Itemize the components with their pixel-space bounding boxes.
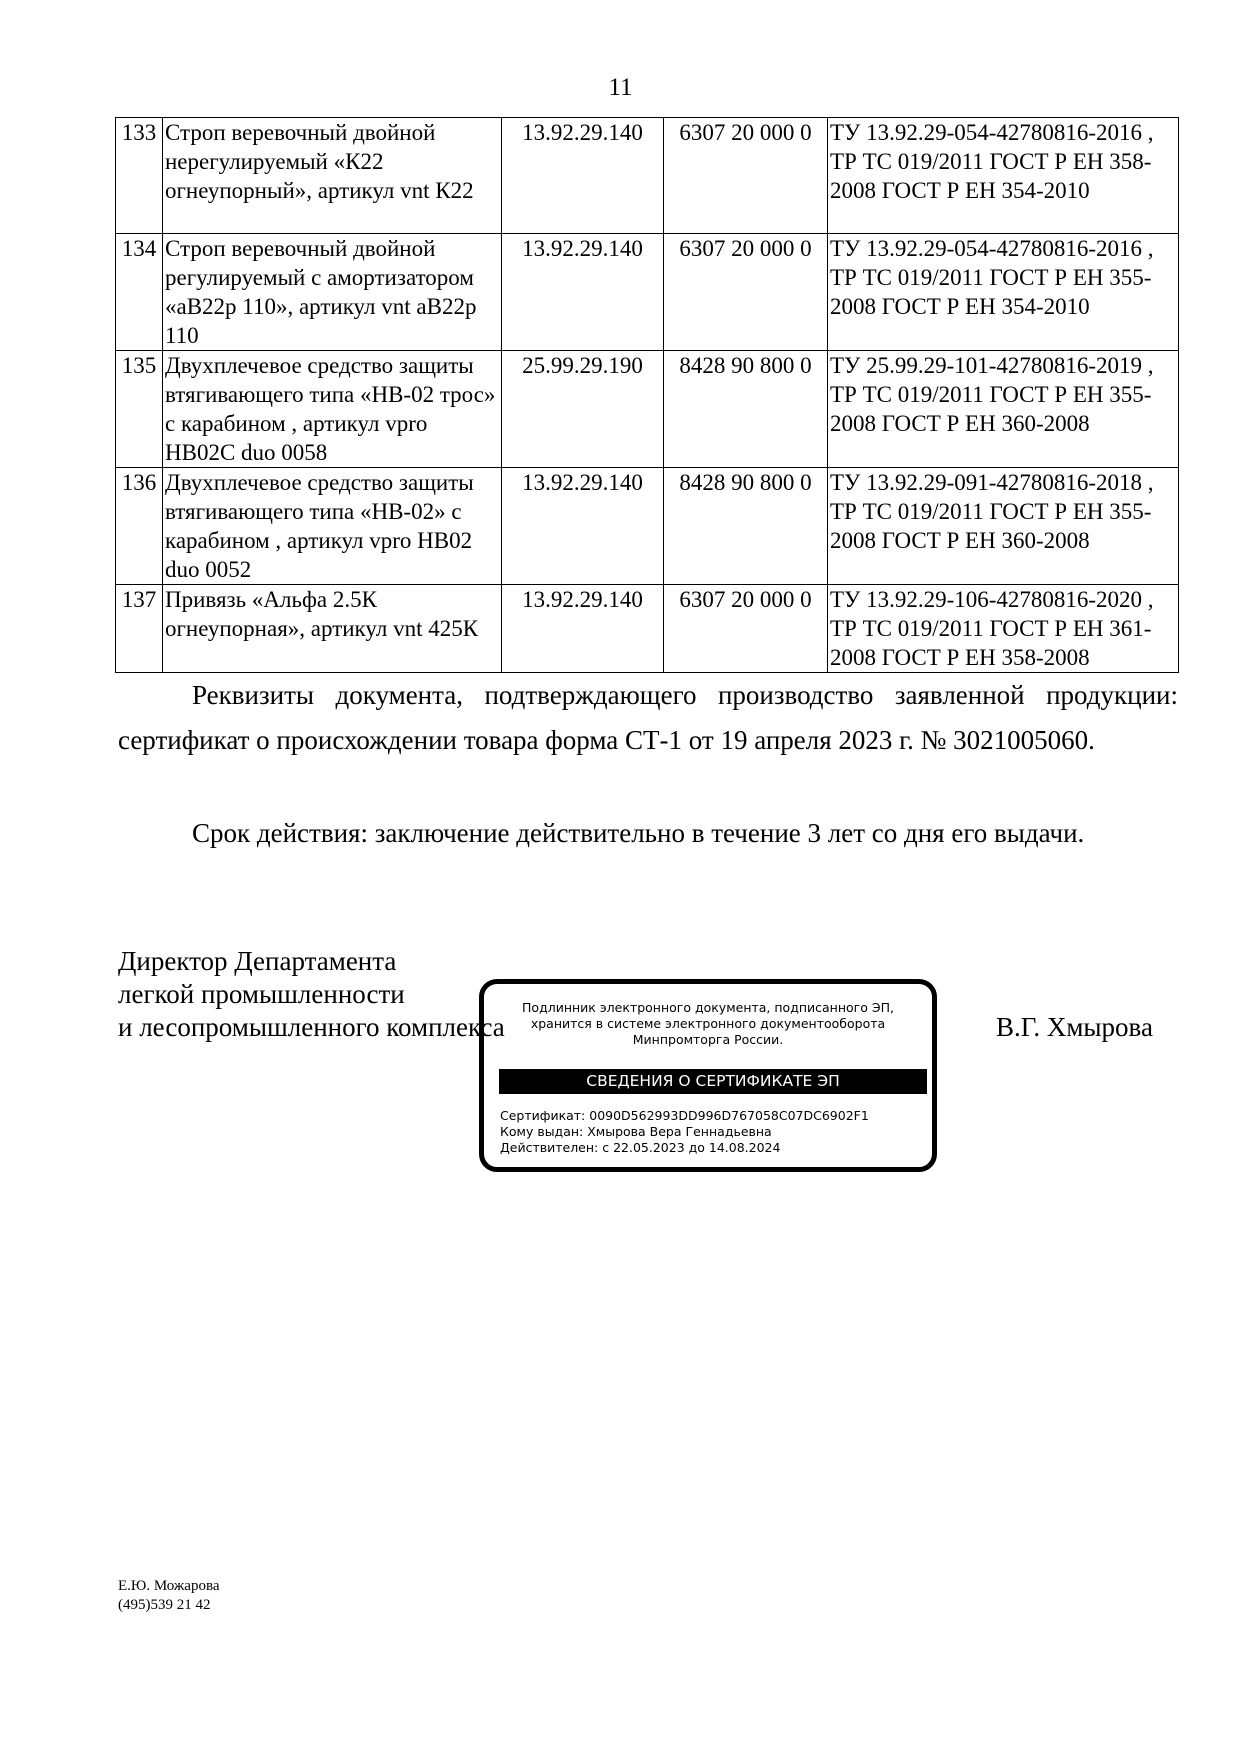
tnved-code: 6307 20 000 0: [664, 118, 828, 234]
table-row: [116, 585, 1179, 673]
tnved-code: 8428 90 800 0: [664, 468, 828, 585]
product-name: Строп веревочный двойной нерегулируемый «К22 огнеупорный», артикул vnt К22: [163, 118, 502, 234]
tnved-code: 8428 90 800 0: [664, 351, 828, 468]
standards: ТУ 13.92.29-106-42780816-2020 , ТР ТС 019/2011 ГОСТ Р ЕН 361-2008 ГОСТ Р ЕН 358-2008: [828, 585, 1179, 673]
stamp-certificate: Сертификат: 0090D562993DD996D767058C07DC6902F1: [500, 1108, 869, 1123]
row-number: 136: [116, 468, 163, 585]
products-table: [115, 117, 1179, 673]
row-number: 135: [116, 351, 163, 468]
stamp-note: [484, 1000, 932, 1048]
table-row: [116, 234, 1179, 351]
standards: ТУ 13.92.29-054-42780816-2016 , ТР ТС 019/2011 ГОСТ Р ЕН 358-2008 ГОСТ Р ЕН 354-2010: [828, 118, 1179, 234]
stamp-note-line: Подлинник электронного документа, подписанного ЭП,: [522, 1000, 894, 1015]
stamp-note-line: Минпромторга России.: [632, 1032, 784, 1047]
row-number: 137: [116, 585, 163, 673]
standards: ТУ 13.92.29-091-42780816-2018 , ТР ТС 019/2011 ГОСТ Р ЕН 355-2008 ГОСТ Р ЕН 360-2008: [828, 468, 1179, 585]
stamp-header: СВЕДЕНИЯ О СЕРТИФИКАТЕ ЭП: [499, 1069, 927, 1094]
tnved-code: 6307 20 000 0: [664, 585, 828, 673]
row-number: 133: [116, 118, 163, 234]
product-name: Двухплечевое средство защиты втягивающего типа «НВ-02» с карабином , артикул vpro НВ02 duo 0052: [163, 468, 502, 585]
validity-paragraph: Срок действия: заключение действительно в течение 3 лет со дня его выдачи.: [192, 818, 1085, 848]
electronic-signature-stamp: [479, 979, 937, 1172]
okpd-code: 13.92.29.140: [502, 468, 664, 585]
okpd-code: 13.92.29.140: [502, 118, 664, 234]
stamp-note-line: хранится в системе электронного документооборота: [530, 1016, 886, 1031]
signatory-title-line: и лесопромышленного комплекса: [118, 1012, 505, 1042]
requisites-paragraph: Реквизиты документа, подтверждающего производство заявленной продукции: сертификат о происхождении товара форма СТ-1 от 19 апреля 2023 г. № 3021005060.: [118, 680, 1178, 755]
standards: ТУ 13.92.29-054-42780816-2016 , ТР ТС 019/2011 ГОСТ Р ЕН 355-2008 ГОСТ Р ЕН 354-2010: [828, 234, 1179, 351]
table-row: [116, 118, 1179, 234]
stamp-details: [500, 1108, 869, 1156]
signatory-title-line: Директор Департамента: [118, 946, 397, 976]
product-name: Двухплечевое средство защиты втягивающего типа «НВ-02 трос» с карабином , артикул vpro НВ02С duo 0058: [163, 351, 502, 468]
product-name: Привязь «Альфа 2.5К огнеупорная», артикул vnt 425К: [163, 585, 502, 673]
signatory-name: В.Г. Хмырова: [996, 1012, 1153, 1042]
executor-name: Е.Ю. Можарова: [118, 1578, 220, 1594]
executor-phone: (495)539 21 42: [118, 1597, 211, 1613]
stamp-validity: Действителен: с 22.05.2023 до 14.08.2024: [500, 1140, 781, 1155]
product-name: Строп веревочный двойной регулируемый с амортизатором «аВ22р 110», артикул vnt аВ22р 110: [163, 234, 502, 351]
okpd-code: 25.99.29.190: [502, 351, 664, 468]
executor-info: [118, 1577, 219, 1615]
signatory-title-line: легкой промышленности: [118, 979, 405, 1009]
okpd-code: 13.92.29.140: [502, 234, 664, 351]
page-number: 11: [608, 74, 633, 101]
row-number: 134: [116, 234, 163, 351]
signatory-title: [118, 945, 505, 1044]
standards: ТУ 25.99.29-101-42780816-2019 , ТР ТС 019/2011 ГОСТ Р ЕН 355-2008 ГОСТ Р ЕН 360-2008: [828, 351, 1179, 468]
table-row: [116, 468, 1179, 585]
table-row: [116, 351, 1179, 468]
tnved-code: 6307 20 000 0: [664, 234, 828, 351]
okpd-code: 13.92.29.140: [502, 585, 664, 673]
stamp-issued-to: Кому выдан: Хмырова Вера Геннадьевна: [500, 1124, 772, 1139]
